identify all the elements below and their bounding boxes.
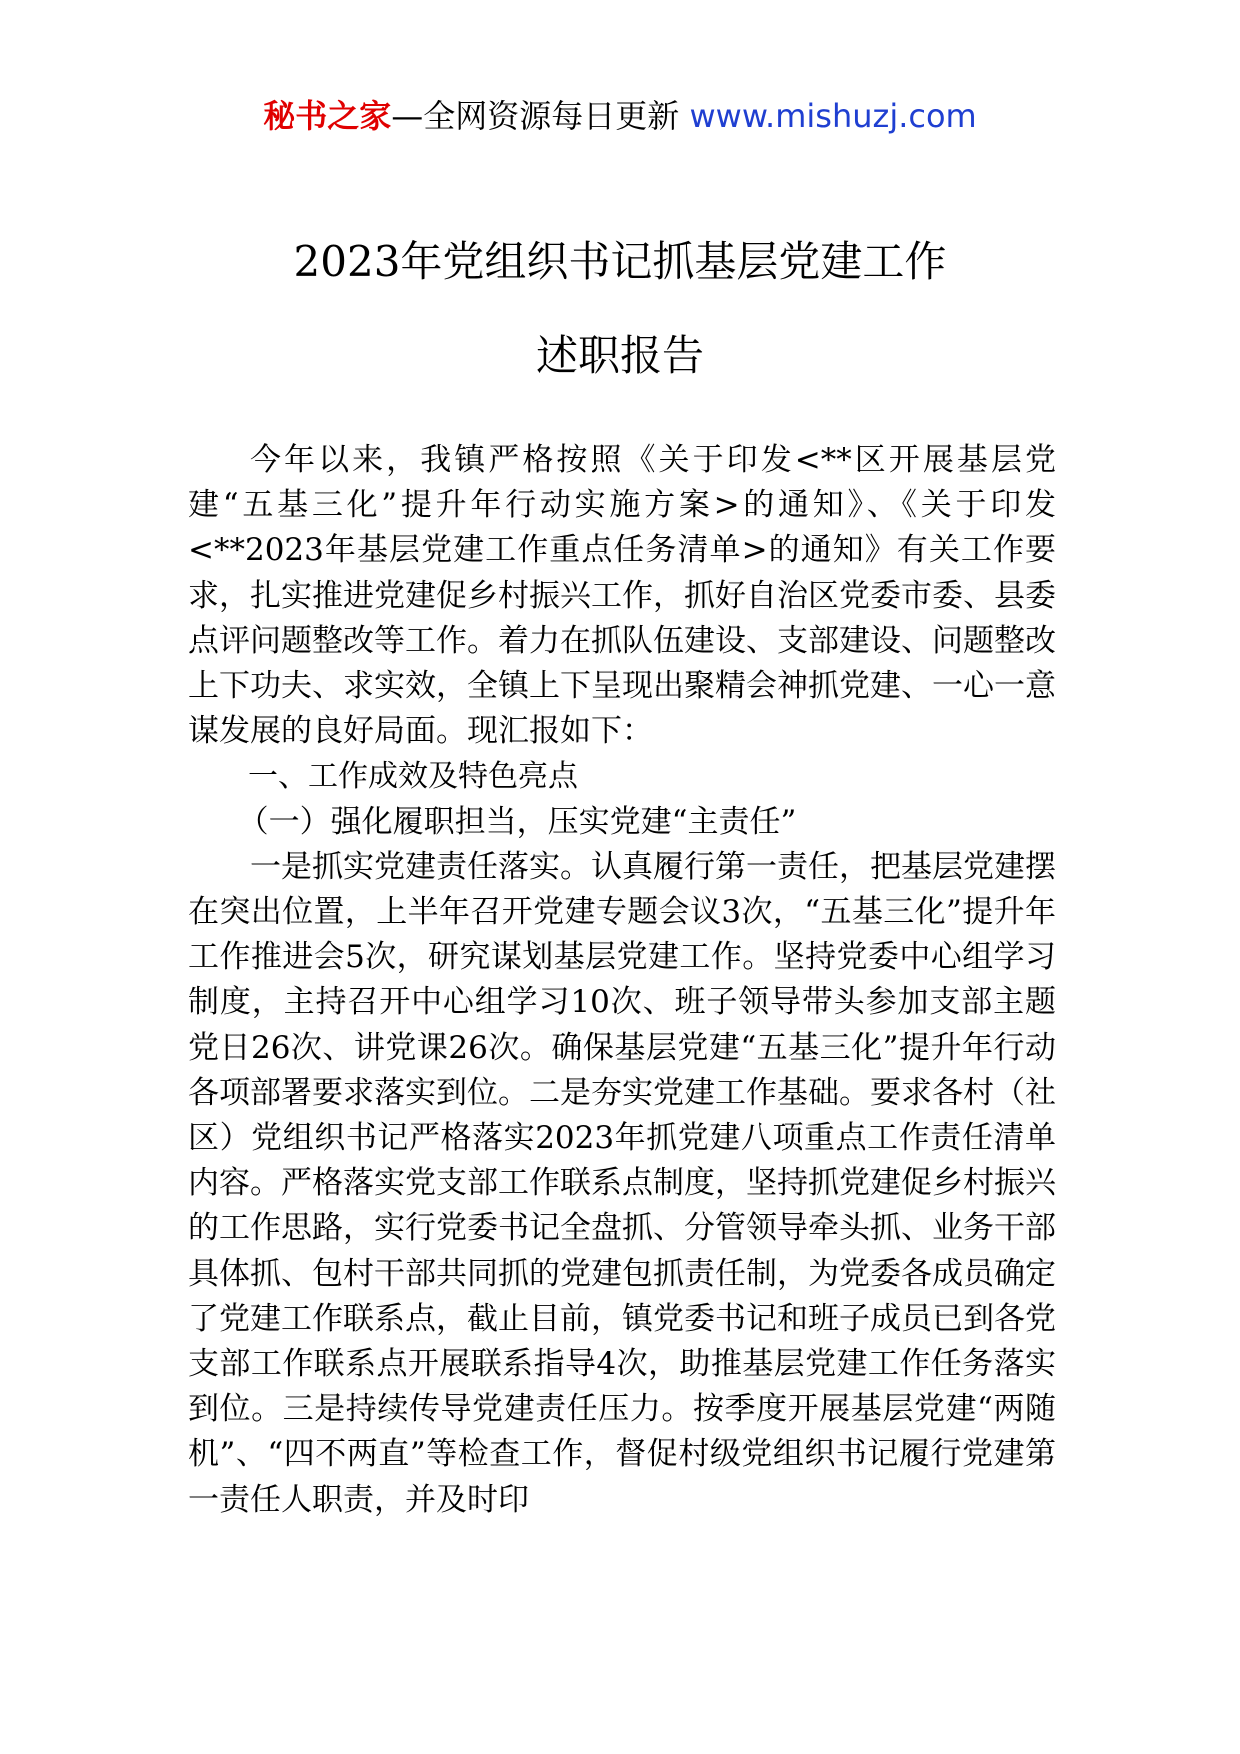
document-body [188, 438, 1056, 1523]
intro-paragraph: 今年以来，我镇严格按照《关于印发<**区开展基层党建“五基三化”提升年行动实施方案>的通知》、《关于印发<**2023年基层党建工作重点任务清单>的通知》有关工作要求，扎实推进党建促乡村振兴工作，抓好自治区党委市委、县委点评问题整改等工作。着力在抓队伍建设、支部建设、问题整改上下功夫、求实效，全镇上下呈现出聚精会神抓党建、一心一意谋发展的良好局面。现汇报如下： [188, 442, 1056, 750]
document-title-line2: 述职报告 [535, 331, 704, 380]
section-heading: 一、工作成效及特色亮点 [248, 759, 578, 795]
body-paragraph: 一是抓实党建责任落实。认真履行第一责任，把基层党建摆在突出位置，上半年召开党建专题会议3次，“五基三化”提升年工作推进会5次，研究谋划基层党建工作。坚持党委中心组学习制度，主持召开中心组学习10次、班子领导带头参加支部主题党日26次、讲党课26次。确保基层党建“五基三化”提升年行动各项部署要求落实到位。二是夯实党建工作基础。要求各村（社区）党组织书记严格落实2023年抓党建八项重点工作责任清单内容。严格落实党支部工作联系点制度，坚持抓党建促乡村振兴的工作思路，实行党委书记全盘抓、分管领导牵头抓、业务干部具体抓、包村干部共同抓的党建包抓责任制，为党委各成员确定了党建工作联系点，截止目前，镇党委书记和班子成员已到各党支部工作联系点开展联系指导4次，助推基层党建工作任务落实到位。三是持续传导党建责任压力。按季度开展基层党建“两随机”、“四不两直”等检查工作，督促村级党组织书记履行党建第一责任人职责，并及时印 [188, 848, 1056, 1518]
site-url-link[interactable]: www.mishuzj.com [689, 97, 977, 135]
banner-tagline: —全网资源每日更新 [391, 97, 680, 135]
subsection-heading: （一）强化履职担当，压实党建“主责任” [237, 803, 797, 840]
brand-name: 秘书之家 [263, 97, 392, 135]
document-title-line1: 2023年党组织书记抓基层党建工作 [293, 237, 947, 286]
site-banner [0, 96, 1240, 136]
